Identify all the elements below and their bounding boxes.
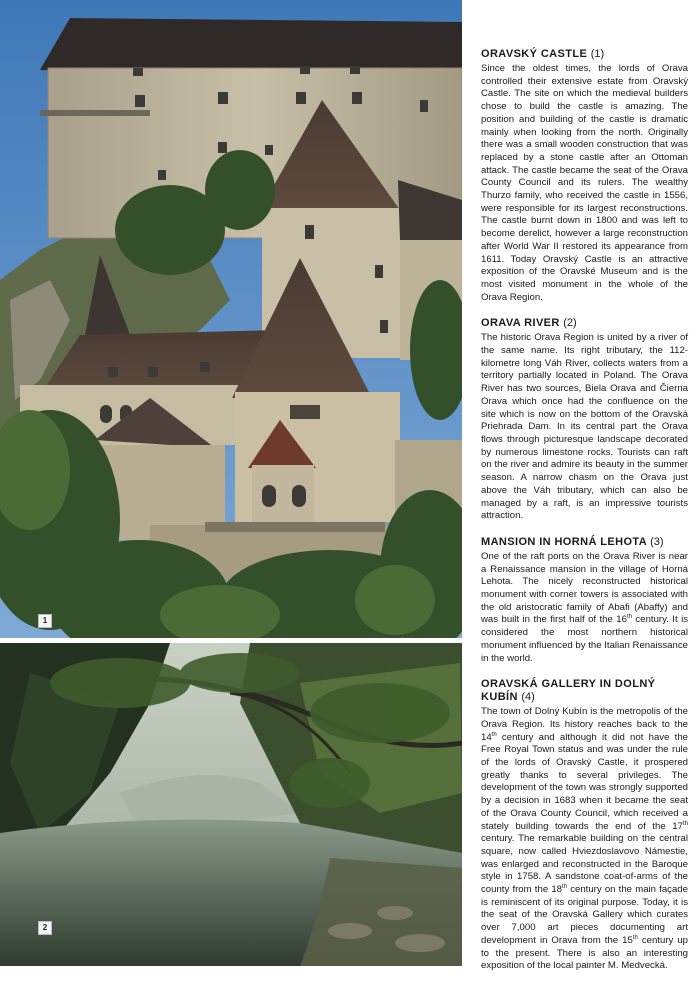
text-column (481, 48, 688, 986)
section-body: One of the raft ports on the Orava River is near a Renaissance mansion in the village of Horná Lehota. The nicely reconstructed historical monument with corner towers is associated with the old aristocratic family of Abafi (Abaffy) and was built in the first half of the 16th century. It is considered the most northern historical monument influenced by the Italian Renaissance in the world. (481, 550, 688, 664)
castle-illustration (0, 0, 462, 638)
section-oravska-gallery (481, 678, 688, 973)
section-title: ORAVSKÝ CASTLE (1) (481, 48, 605, 60)
river-illustration (0, 643, 462, 966)
section-title: ORAVA RIVER (2) (481, 317, 577, 330)
section-body: The historic Orava Region is united by a river of the same name. Its right tributary, the 112-kilometre long Váh River, collects waters from a territory partially located in Poland. The Orava River has two sources, Biela Orava and Čierna Orava which once had the confluence on the site which is now on the bottom of the Oravská Priehrada Dam. In its central part the Orava flows through picturesque landscape decorated by numerous limestone rocks. Tourists can raft on the river and admire its beauty in the summer season. A narrow chasm on the Orava just above the Váh tributary, which can also be managed by a raft, is an impressive tourists attraction. (481, 332, 688, 522)
river-photo (0, 643, 462, 966)
section-mansion-horna-lehota (481, 536, 688, 665)
castle-photo (0, 0, 462, 638)
section-body: The town of Dolný Kubín is the metropolis of the Orava Region. Its history reaches back to the 14th century and although it did not have the Free Royal Town status and was under the rule of the lords of Oravský Castle, it prospered greatly thanks to several privileges. The development of the town was strongly supported by a decision in 1683 when it became the seat of the Orava County Council, which received a stately building towards the end of the 17th century. The remarkable building on the central square, now called Hviezdoslavovo Námestie, was enlarged and reconstructed in the Baroque style in 1758. A sandstone coat-of-arms of the county from the 18th century on the main façade is reminiscent of its original purpose. Today, it is the seat of the Oravská Gallery which curates over 7,000 art pieces documenting art development in Orava from the 15th century up to the present. There is also an interesting exposition of the local painter M. Medvecká. (481, 706, 688, 972)
section-title: MANSION IN HORNÁ LEHOTA (3) (481, 535, 664, 548)
section-oravsky-castle (481, 48, 688, 304)
section-body: Since the oldest times, the lords of Orava controlled their extensive estate from Oravský Castle. The site on which the medieval builders chose to build the castle is amazing. The position and building of the castle is dramatic mainly when looking from the north. Originally there was a small wooden construction that was replaced by a stone castle after an Ottoman attack. The castle became the seat of the Orava County Council and its rulers. The wealthy Thurzo family, who received the castle in 1556, were responsible for its largest reconstructions. The castle burnt down in 1800 and was left to become derelict, however a large reconstruction after World War II restored its appearance from 1611. Today Oravský Castle is an attractive exposition of the Oravské Museum and is the most visited monument in the whole of the Orava Region. (481, 63, 688, 303)
photo-number-1: 1 (38, 614, 52, 628)
photo-number-2: 2 (38, 921, 52, 935)
section-orava-river (481, 317, 688, 523)
section-title: ORAVSKÁ GALLERY IN DOLNÝ KUBÍN (4) (481, 678, 656, 704)
